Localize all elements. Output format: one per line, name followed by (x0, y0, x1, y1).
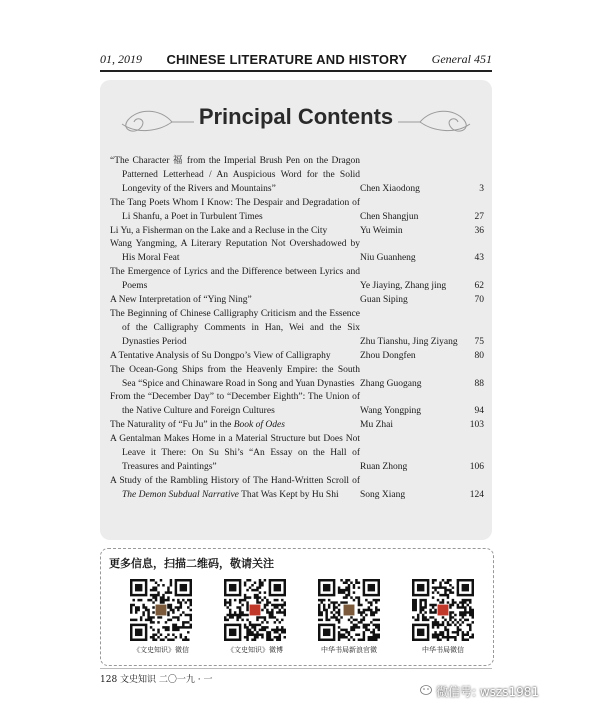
qr-caption: 《文史知识》微博 (227, 646, 283, 654)
toc-entry (110, 350, 484, 364)
toc-entry-title: From the “December Day” to “December Eighth”: The Union of the Native Culture and Foreign Cultures (110, 392, 360, 417)
qr-code-icon (412, 579, 474, 641)
toc-entry-author: Zhu Tianshu, Jing Ziyang (360, 336, 458, 347)
toc-entry-title: A New Interpretation of “Ying Ning” (110, 295, 252, 306)
toc-entry-page: 70 (474, 295, 484, 306)
toc-entry-title: “The Character 福 from the Imperial Brush Pen on the Dragon Patterned Letterhead / An Auspicious Word for the Solid Longevity of the Rivers and Mountains” (110, 156, 360, 194)
toc-entry-author: Mu Zhai (360, 420, 393, 431)
toc-entry (110, 433, 484, 475)
toc-entry-page: 106 (469, 461, 484, 472)
toc-entry (110, 238, 484, 266)
toc-entry-author: Chen Shangjun (360, 211, 419, 222)
toc-entry (110, 475, 484, 503)
toc-entry-author: Chen Xiaodong (360, 183, 420, 194)
qr-item (217, 579, 293, 655)
toc-entry-title: A Tentative Analysis of Su Dongpo’s View of Calligraphy (110, 350, 331, 361)
wechat-icon (420, 684, 434, 696)
toc-entry-page: 88 (474, 378, 484, 389)
toc-entry-title: The Emergence of Lyrics and the Difference between Lyrics and Poems (110, 267, 360, 292)
journal-name: CHINESE LITERATURE AND HISTORY (166, 51, 408, 67)
qr-code-icon (318, 579, 380, 641)
watermark: 微信号: wszs1981 (436, 685, 540, 699)
toc-entry (110, 364, 484, 392)
toc-entry-author: Niu Guanheng (360, 253, 416, 264)
toc-entry-title: Wang Yangming, A Literary Reputation Not Overshadowed by His Moral Feat (110, 239, 360, 264)
header-rule (100, 70, 492, 72)
toc-entry-author: Zhou Dongfen (360, 350, 416, 361)
toc-entry-page: 124 (469, 489, 484, 500)
toc-entry-page: 94 (474, 406, 484, 417)
toc-entry-page: 3 (479, 183, 484, 194)
toc-entry-title: Li Yu, a Fisherman on the Lake and a Recluse in the City (110, 225, 328, 236)
toc-entry-page: 27 (474, 211, 484, 222)
toc-entry (110, 225, 484, 239)
toc-entry-title: The Naturality of “Fu Ju” in the Book of Odes (110, 420, 285, 431)
toc-entry-title: The Tang Poets Whom I Know: The Despair and Degradation of Li Shanfu, a Poet in Turbulent Times (110, 197, 360, 222)
toc-entry-author: Guan Siping (360, 295, 408, 306)
qr-item (123, 579, 199, 655)
toc-entry-page: 62 (474, 281, 484, 292)
qr-caption: 《文史知识》微信 (133, 646, 189, 654)
toc-entry-author: Yu Weimin (360, 225, 403, 236)
toc-entry-title: A Gentalman Makes Home in a Material Structure but Does Not Leave it There: On Su Shi’s “An Essay on the Hall of Treasures and Paintings” (110, 434, 360, 472)
qr-caption: 中华书局新浪官微 (321, 646, 377, 654)
toc-entry-title: The Beginning of Chinese Calligraphy Criticism and the Essence of the Calligraphy Comments in Han, Wei and the Six Dynasties Period (110, 308, 360, 347)
running-header (100, 50, 492, 68)
issue-number: 01, 2019 (100, 51, 142, 66)
toc-entry-author: Zhang Guogang (360, 378, 422, 389)
toc-entry (110, 197, 484, 225)
contents-list (110, 155, 484, 503)
qr-caption: 中华书局微信 (422, 646, 464, 654)
page-title: Principal Contents (198, 104, 394, 129)
toc-entry (110, 308, 484, 350)
toc-entry (110, 266, 484, 294)
toc-entry-page: 103 (469, 420, 484, 431)
toc-entry (110, 294, 484, 308)
toc-entry (110, 155, 484, 197)
toc-entry-author: Song Xiang (360, 489, 406, 500)
toc-entry-title: The Ocean-Gong Ships from the Heavenly Empire: the South Sea “Spice and Chinaware Road in Song and Yuan Dynasties (110, 364, 360, 389)
qr-section (100, 548, 494, 666)
footer-rule (100, 668, 492, 669)
toc-entry-page: 75 (474, 336, 484, 347)
toc-entry-author: Wang Yongping (360, 406, 421, 417)
toc-entry (110, 391, 484, 419)
toc-entry-author: Ruan Zhong (360, 461, 408, 472)
toc-entry-page: 80 (474, 350, 484, 361)
title-banner (100, 102, 492, 142)
qr-code-icon (224, 579, 286, 641)
qr-item (405, 579, 481, 655)
qr-header: 更多信息，扫描二维码，敬请关注 (109, 557, 274, 570)
toc-entry-page: 43 (474, 253, 484, 264)
general-number: General 451 (431, 51, 492, 66)
toc-entry-page: 36 (474, 225, 484, 236)
qr-item (311, 579, 387, 655)
toc-entry-title: A Study of the Rambling History of The Hand-Written Scroll of The Demon Subdual Narrative That Was Kept by Hu Shi (110, 475, 360, 500)
qr-code-icon (130, 579, 192, 641)
toc-entry-author: Ye Jiaying, Zhang jing (360, 281, 447, 292)
page-footer: 128 文史知识 二〇一九 · 一 (100, 675, 213, 685)
toc-entry (110, 419, 484, 433)
